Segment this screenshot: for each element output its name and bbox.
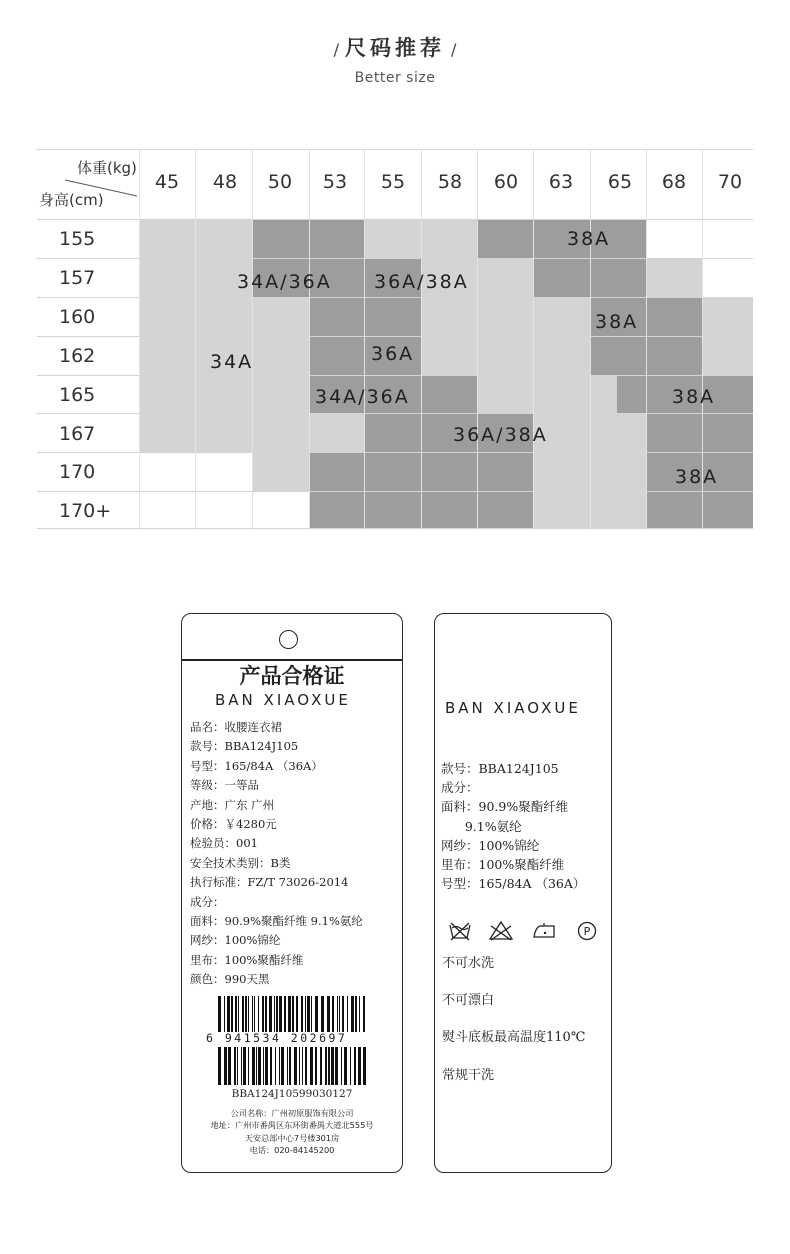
size-cell <box>533 297 590 336</box>
barcode-bar <box>248 996 249 1032</box>
dry-clean-p-icon <box>576 920 598 946</box>
height-label: 160 <box>59 306 96 328</box>
barcode-bar <box>262 996 264 1032</box>
no-wash-icon <box>448 920 472 946</box>
size-cell <box>477 297 533 336</box>
size-cell <box>421 336 477 375</box>
barcode-bar <box>302 1047 303 1085</box>
barcode-bar <box>315 996 318 1032</box>
barcode-bar <box>224 996 225 1032</box>
weight-label: 60 <box>493 171 519 193</box>
size-cell <box>646 258 702 297</box>
title-slash-right: / <box>451 40 457 59</box>
weight-label: 50 <box>267 171 293 193</box>
size-cell <box>252 219 309 258</box>
care-instruction: 常规干洗 <box>442 1068 495 1083</box>
barcode-bar <box>243 1047 246 1085</box>
barcode-bar <box>248 1047 249 1085</box>
height-label: 167 <box>59 423 96 445</box>
size-cell <box>364 297 421 336</box>
size-cell <box>533 491 590 528</box>
size-cell <box>195 375 252 413</box>
barcode-bar <box>301 996 303 1032</box>
barcode-bar <box>235 996 237 1032</box>
care-instruction: 熨斗底板最高温度110℃ <box>442 1030 586 1045</box>
info-row: 面料：90.9%聚酯纤维 <box>441 799 569 815</box>
size-cell <box>590 491 646 528</box>
size-cell <box>533 258 590 297</box>
size-cell <box>309 297 364 336</box>
size-cell <box>477 258 533 297</box>
size-cell <box>364 219 421 258</box>
care-instruction: 不可水洗 <box>442 956 495 971</box>
barcode-bar <box>265 1047 268 1085</box>
barcode-bar <box>275 1047 276 1085</box>
info-row: 里布：100%聚酯纤维 <box>190 952 304 967</box>
section-subtitle: Better size <box>354 70 436 86</box>
barcode-bar <box>315 1047 317 1085</box>
info-row: 成分： <box>190 894 225 909</box>
zone-label: 34A/36A <box>237 271 332 293</box>
size-cell <box>477 375 533 413</box>
barcode-bar <box>337 996 338 1032</box>
barcode-bar <box>335 1047 338 1085</box>
size-cell <box>421 219 477 258</box>
zone-label: 36A <box>371 343 415 365</box>
barcode-bar <box>363 996 365 1032</box>
zone-label: 34A <box>210 351 254 373</box>
barcode-bar <box>218 996 221 1032</box>
barcode-bar <box>341 1047 342 1085</box>
size-cell <box>702 413 753 452</box>
svg-text:P: P <box>583 925 591 938</box>
barcode-bar <box>311 996 312 1032</box>
barcode-bar <box>294 1047 297 1085</box>
barcode-bar <box>258 1047 261 1085</box>
barcode-bar <box>238 996 239 1032</box>
company-line: 公司名称：广州初原服饰有限公司 <box>230 1108 354 1118</box>
size-cell <box>309 452 364 491</box>
title-slash-left: / <box>333 40 339 59</box>
weight-label: 53 <box>322 171 348 193</box>
table-column-rule <box>309 149 310 529</box>
barcode-bar <box>320 1047 322 1085</box>
company-line: 电话：020-84145200 <box>249 1144 335 1155</box>
barcode-text: BBA124J10599030127 <box>231 1088 353 1100</box>
size-cell <box>533 336 590 375</box>
barcode-bar <box>279 1047 280 1085</box>
size-cell <box>477 491 533 528</box>
weight-label: 68 <box>661 171 687 193</box>
size-cell <box>646 491 702 528</box>
barcode-bar <box>270 1047 272 1085</box>
info-row: 成分： <box>441 780 479 796</box>
company-line: 地址：广州市番禺区东环街番禺大道北555号 <box>210 1120 374 1131</box>
barcode-bar <box>227 996 230 1032</box>
info-row: 号型：165/84A （36A） <box>190 758 323 773</box>
info-row: 检验员：001 <box>190 836 258 851</box>
size-cell <box>590 452 646 491</box>
barcode-bar <box>305 1047 307 1085</box>
info-row: 款号：BBA124J105 <box>441 761 559 776</box>
size-cell <box>195 297 252 336</box>
section-title <box>0 32 790 62</box>
barcode-bar <box>269 996 272 1032</box>
barcode-bar <box>351 996 354 1032</box>
corner-weight-label: 体重(kg) <box>77 159 137 177</box>
weight-label: 55 <box>380 171 406 193</box>
barcode-bar <box>342 996 344 1032</box>
table-column-rule <box>533 149 534 529</box>
size-cell <box>702 297 753 336</box>
height-label: 155 <box>59 228 96 250</box>
size-cell <box>646 413 702 452</box>
certificate-title: 产品合格证 <box>239 663 345 688</box>
zone-label: 38A <box>595 311 639 333</box>
size-cell-notch <box>646 336 702 375</box>
barcode-bar <box>305 996 306 1032</box>
barcode-bar <box>327 996 330 1032</box>
zone-label: 36A/38A <box>453 424 548 446</box>
size-cell <box>646 297 702 336</box>
barcode-bar <box>258 996 259 1032</box>
barcode-bar <box>245 996 247 1032</box>
info-row: 里布：100%聚酯纤维 <box>441 857 565 873</box>
barcode-bar <box>339 996 340 1032</box>
height-label: 165 <box>59 384 96 406</box>
barcode-bar <box>354 1047 356 1085</box>
info-row: 执行标准：FZ/T 73026-2014 <box>190 875 349 890</box>
size-table <box>37 146 753 529</box>
barcode-bar <box>237 1047 238 1085</box>
barcode-bar <box>325 1047 327 1085</box>
barcode-digits: 6 941534 202697 <box>206 1031 348 1045</box>
size-cell <box>421 452 477 491</box>
size-cell <box>590 413 646 452</box>
size-cell <box>252 413 309 452</box>
barcode-bar <box>347 996 348 1032</box>
barcode-bar <box>287 1047 288 1085</box>
table-column-rule <box>590 149 591 529</box>
size-cell <box>195 413 252 452</box>
size-cell <box>477 452 533 491</box>
barcode-bar <box>358 1047 361 1085</box>
barcode-bar <box>279 996 282 1032</box>
zone-label: 36A/38A <box>374 271 469 293</box>
size-cell <box>139 336 195 375</box>
weight-label: 65 <box>607 171 633 193</box>
product-info <box>190 718 398 990</box>
info-row: 价格：￥4280元 <box>190 817 277 832</box>
size-cell <box>364 452 421 491</box>
table-column-rule <box>252 149 253 529</box>
brand-logo: BAN XIAOXUE <box>445 699 581 717</box>
barcode-bar <box>242 996 244 1032</box>
size-cell <box>477 336 533 375</box>
size-cell <box>252 297 309 336</box>
barcode-bar <box>332 996 334 1032</box>
barcode-bar <box>218 1047 221 1085</box>
size-cell <box>139 258 195 297</box>
tag-hole <box>279 630 298 649</box>
size-cell <box>309 413 364 452</box>
barcode-bar <box>331 1047 334 1085</box>
size-cell <box>309 336 364 375</box>
composition-info <box>441 759 607 893</box>
corner-height-label: 身高(cm) <box>39 191 104 209</box>
barcode-bar <box>321 996 324 1032</box>
size-cell <box>590 336 646 375</box>
size-cell <box>421 491 477 528</box>
info-row: 品名：收腰连衣裙 <box>190 720 282 734</box>
table-column-rule <box>646 149 647 529</box>
size-cell <box>195 219 252 258</box>
barcode-bar <box>254 996 255 1032</box>
care-symbols <box>443 920 603 946</box>
size-cell <box>702 491 753 528</box>
weight-label: 45 <box>154 171 180 193</box>
product-certificate-tag <box>181 613 403 1173</box>
weight-label: 63 <box>548 171 574 193</box>
info-row: 面料：90.9%聚酯纤维 9.1%氨纶 <box>190 914 363 929</box>
barcode-bar <box>274 996 275 1032</box>
barcode-bar <box>299 1047 300 1085</box>
table-column-rule <box>195 149 196 529</box>
size-cell <box>702 336 753 375</box>
barcode-bar <box>288 996 291 1032</box>
size-cell <box>309 219 364 258</box>
info-row: 9.1%氨纶 <box>441 818 522 834</box>
barcode-bar <box>292 996 294 1032</box>
info-row: 网纱：100%锦纶 <box>190 933 281 948</box>
barcode-bar <box>276 996 278 1032</box>
barcode-bar <box>328 1047 330 1085</box>
barcode-bar <box>265 996 267 1032</box>
table-column-rule <box>477 149 478 529</box>
barcode-bar <box>252 996 253 1032</box>
table-column-rule <box>139 149 140 529</box>
barcode-bar <box>289 1047 291 1085</box>
zone-label: 38A <box>567 228 611 250</box>
size-cell <box>364 413 421 452</box>
care-instruction: 不可漂白 <box>442 993 495 1008</box>
barcode-bar <box>284 996 286 1032</box>
barcode-bar <box>231 996 233 1032</box>
section-header <box>0 32 790 86</box>
height-label: 170 <box>59 461 96 483</box>
barcode-bar <box>359 996 360 1032</box>
height-label: 157 <box>59 267 96 289</box>
table-column-rule <box>421 149 422 529</box>
barcode-bar <box>310 1047 313 1085</box>
weight-label: 48 <box>212 171 238 193</box>
size-cell <box>477 219 533 258</box>
care-label-tag <box>434 613 612 1173</box>
zone-label: 34A/36A <box>315 386 410 408</box>
iron-icon <box>531 920 557 946</box>
company-info <box>182 1107 402 1156</box>
barcode-bar <box>263 1047 264 1085</box>
zone-label: 38A <box>675 466 719 488</box>
size-cell <box>421 297 477 336</box>
size-cell <box>533 452 590 491</box>
info-row: 产地：广东 广州 <box>190 797 275 812</box>
barcode-bar <box>228 1047 231 1085</box>
info-row: 网纱：100%锦纶 <box>441 837 540 853</box>
barcode-bar <box>355 996 357 1032</box>
info-row: 号型：165/84A （36A） <box>441 876 586 892</box>
size-cell <box>309 491 364 528</box>
size-cell-notch <box>590 258 646 297</box>
size-cell <box>139 413 195 452</box>
weight-label: 70 <box>717 171 743 193</box>
zone-label: 38A <box>672 386 716 408</box>
info-row: 安全技术类别：B类 <box>190 855 291 870</box>
barcode-bar <box>234 1047 236 1085</box>
barcode-bar <box>296 996 298 1032</box>
barcode-bar <box>256 1047 257 1085</box>
code128-barcode <box>218 1047 370 1085</box>
info-row: 颜色：990天黑 <box>190 972 270 987</box>
barcode-bar <box>344 1047 347 1085</box>
size-cell <box>252 375 309 413</box>
size-cell <box>139 219 195 258</box>
height-label: 162 <box>59 345 96 367</box>
barcode-bar <box>350 1047 351 1085</box>
size-cell <box>139 297 195 336</box>
weight-label: 58 <box>437 171 463 193</box>
height-label: 170+ <box>59 500 112 522</box>
ean-barcode <box>218 996 370 1032</box>
size-cell <box>533 375 590 413</box>
no-bleach-icon <box>488 920 514 946</box>
brand-logo: BAN XIAOXUE <box>215 691 351 709</box>
barcode-bar <box>224 1047 227 1085</box>
company-line: 天安总部中心7号楼301房 <box>244 1132 340 1143</box>
size-cell-notch <box>617 375 646 414</box>
info-row: 等级：一等品 <box>190 778 259 793</box>
size-cell <box>139 375 195 413</box>
barcode-bar <box>241 1047 242 1085</box>
barcode-bar <box>307 996 310 1032</box>
barcode-bar <box>252 1047 255 1085</box>
title-text: 尺码推荐 <box>345 36 445 60</box>
table-column-rule <box>364 149 365 529</box>
barcode-bar <box>281 1047 284 1085</box>
size-cell <box>364 491 421 528</box>
barcode-bar <box>363 1047 366 1085</box>
size-cell <box>252 336 309 375</box>
info-row: 款号：BBA124J105 <box>190 739 299 754</box>
size-cell <box>252 452 309 491</box>
size-cell <box>421 375 477 413</box>
